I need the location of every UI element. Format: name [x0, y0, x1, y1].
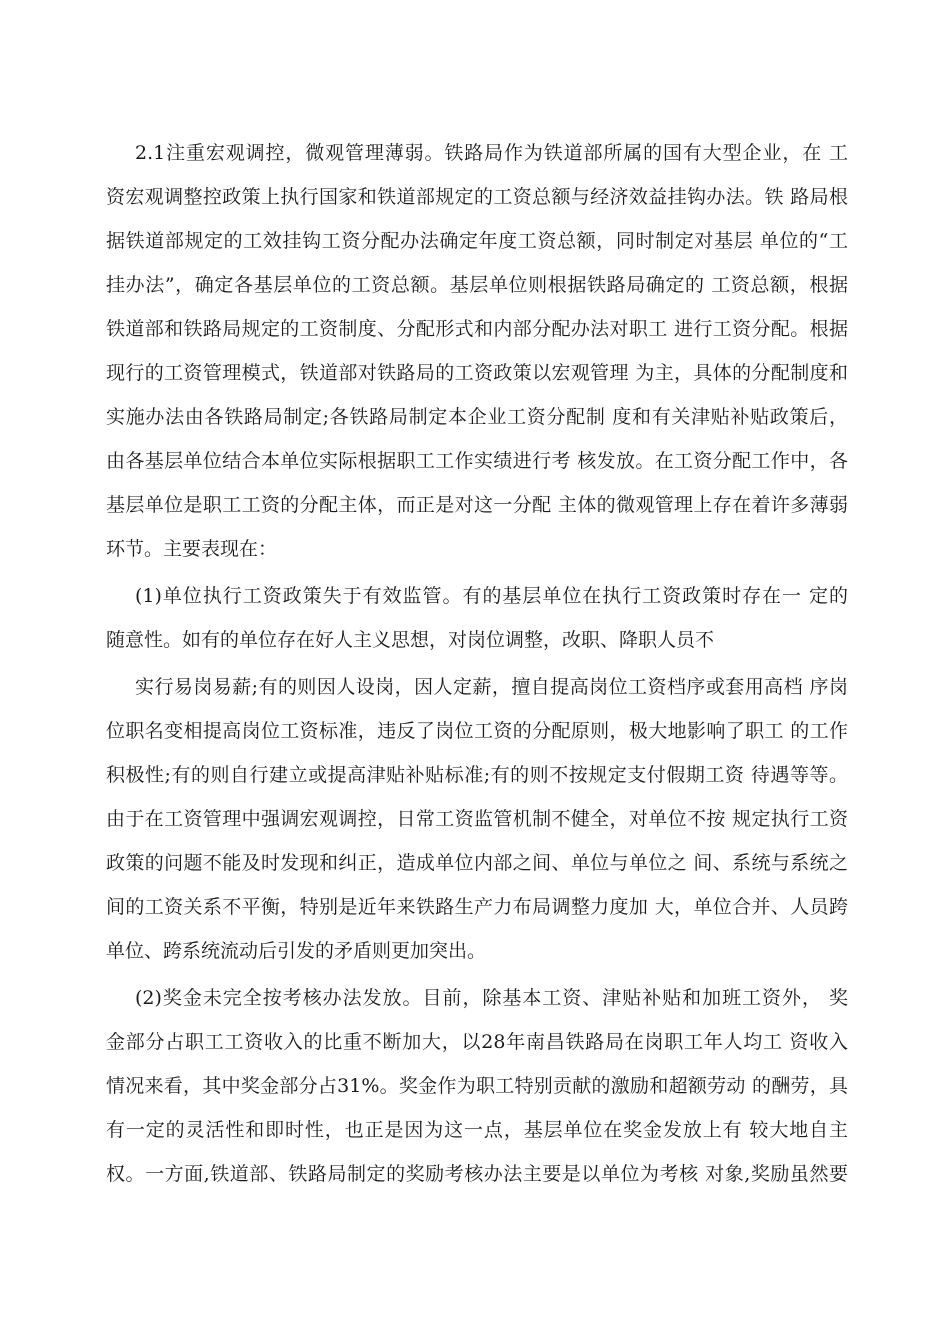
text-line: 政策的问题不能及时发现和纠正，造成单位内部之间、单位与单位之 间、系统与系统之: [106, 852, 848, 874]
text-line: (1)单位执行工资政策失于有效监管。有的基层单位在执行工资政策时存在一 定的: [135, 585, 848, 607]
text-line: (2)奖金未完全按考核办法发放。目前，除基本工资、津贴补贴和加班工资外， 奖: [135, 987, 848, 1009]
text-line: 现行的工资管理模式，铁道部对铁路局的工资政策以宏观管理 为主，具体的分配制度和: [106, 362, 848, 384]
text-line: 实施办法由各铁路局制定;各铁路局制定本企业工资分配制 度和有关津贴补贴政策后，: [106, 406, 848, 428]
text-line: 位职名变相提高岗位工资标准，违反了岗位工资的分配原则，极大地影响了职工 的工作: [106, 720, 848, 742]
text-line: 单位、跨系统流动后引发的矛盾则更加突出。: [106, 940, 487, 962]
text-line: 权。一方面,铁道部、铁路局制定的奖励考核办法主要是以单位为考核 对象,奖励虽然要: [106, 1163, 848, 1185]
text-line: 由于在工资管理中强调宏观调控，日常工资监管机制不健全，对单位不按 规定执行工资: [106, 808, 848, 830]
text-line: 积极性;有的则自行建立或提高津贴补贴标准;有的则不按规定支付假期工资 待遇等等。: [106, 764, 848, 786]
text-line: 由各基层单位结合本单位实际根据职工工作实绩进行考 核发放。在工资分配工作中，各: [106, 450, 848, 472]
text-line: 基层单位是职工工资的分配主体，而正是对这一分配 主体的微观管理上存在着许多薄弱: [106, 494, 848, 516]
text-line: 金部分占职工工资收入的比重不断加大，以28年南昌铁路局在岗职工年人均工 资收入: [106, 1031, 848, 1053]
text-line: 随意性。如有的单位存在好人主义思想，对岗位调整，改职、降职人员不: [106, 629, 715, 651]
text-line: 2.1注重宏观调控，微观管理薄弱。铁路局作为铁道部所属的国有大型企业，在 工: [135, 142, 848, 164]
text-line: 铁道部和铁路局规定的工资制度、分配形式和内部分配办法对职工 进行工资分配。根据: [106, 318, 848, 340]
text-line: 挂办法”，确定各基层单位的工资总额。基层单位则根据铁路局确定的 工资总额，根据: [106, 274, 848, 296]
text-line: 有一定的灵活性和即时性，也正是因为这一点，基层单位在奖金发放上有 较大地自主: [106, 1119, 848, 1141]
text-line: 环节。主要表现在：: [106, 538, 278, 560]
text-line: 资宏观调整控政策上执行国家和铁道部规定的工资总额与经济效益挂钩办法。铁 路局根: [106, 186, 848, 208]
text-line: 实行易岗易薪;有的则因人设岗，因人定薪，擅自提高岗位工资档序或套用高档 序岗: [135, 676, 848, 698]
text-line: 据铁道部规定的工效挂钩工资分配办法确定年度工资总额，同时制定对基层 单位的“工: [106, 230, 848, 252]
text-line: 间的工资关系不平衡，特别是近年来铁路生产力布局调整力度加 大，单位合并、人员跨: [106, 896, 848, 918]
text-line: 情况来看，其中奖金部分占31%。奖金作为职工特别贡献的激励和超额劳动 的酬劳，具: [106, 1075, 848, 1097]
